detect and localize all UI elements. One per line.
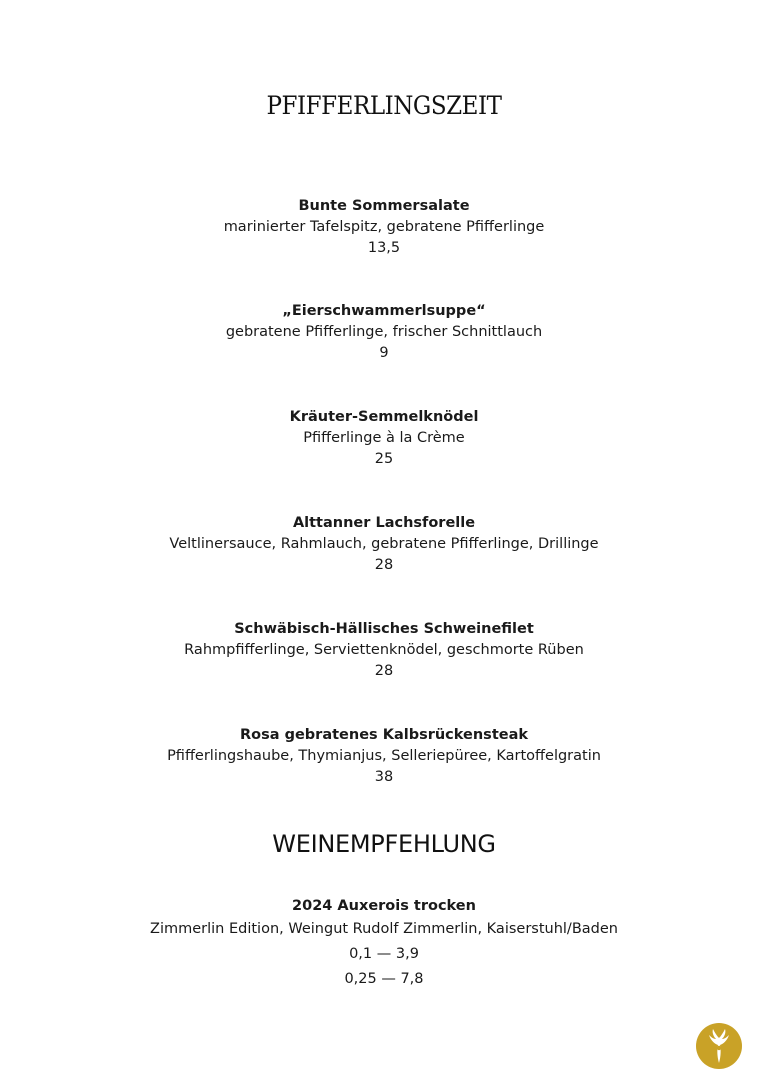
dish-name: „Eierschwammerlsuppe“ [282, 303, 486, 319]
page-title: PFIFFERLINGSZEIT [266, 91, 502, 120]
dish-name: Bunte Sommersalate [298, 198, 470, 214]
dish-price: 38 [374, 769, 394, 785]
dish-name: Alttanner Lachsforelle [292, 515, 476, 531]
dish-item [0, 619, 768, 682]
dish-price: 25 [374, 451, 394, 467]
stag-antler-logo-icon [696, 1023, 742, 1069]
dish-price: 13,5 [367, 240, 401, 256]
dish-description: gebratene Pfifferlinge, frischer Schnittlauch [225, 324, 543, 340]
dish-description: Rahmpfifferlinge, Serviettenknödel, geschmorte Rüben [184, 642, 584, 658]
wine-name: 2024 Auxerois trocken [292, 898, 476, 914]
dish-price: 28 [374, 557, 394, 573]
dish-description: Veltlinersauce, Rahmlauch, gebratene Pfifferlinge, Drillinge [169, 536, 599, 552]
dish-item [0, 301, 768, 364]
dish-name: Schwäbisch-Hällisches Schweinefilet [234, 621, 534, 637]
dish-item [0, 725, 768, 788]
dish-item [0, 196, 768, 259]
dish-item [0, 407, 768, 470]
wine-recommendation [0, 895, 768, 992]
wine-price-small: 0,1 — 3,9 [349, 946, 419, 962]
dish-item [0, 513, 768, 576]
dish-description: Pfifferlingshaube, Thymianjus, Selleriepüree, Kartoffelgratin [167, 748, 601, 764]
wine-section-title: WEINEMPFEHLUNG [272, 830, 496, 858]
dish-name: Kräuter-Semmelknödel [289, 409, 479, 425]
dish-price: 9 [379, 345, 389, 361]
wine-price-large: 0,25 — 7,8 [344, 971, 424, 987]
dish-price: 28 [374, 663, 394, 679]
dish-description: marinierter Tafelspitz, gebratene Pfifferlinge [223, 219, 545, 235]
dish-name: Rosa gebratenes Kalbsrückensteak [239, 727, 529, 743]
wine-description: Zimmerlin Edition, Weingut Rudolf Zimmerlin, Kaiserstuhl/Baden [150, 921, 618, 937]
dish-description: Pfifferlinge à la Crème [303, 430, 465, 446]
